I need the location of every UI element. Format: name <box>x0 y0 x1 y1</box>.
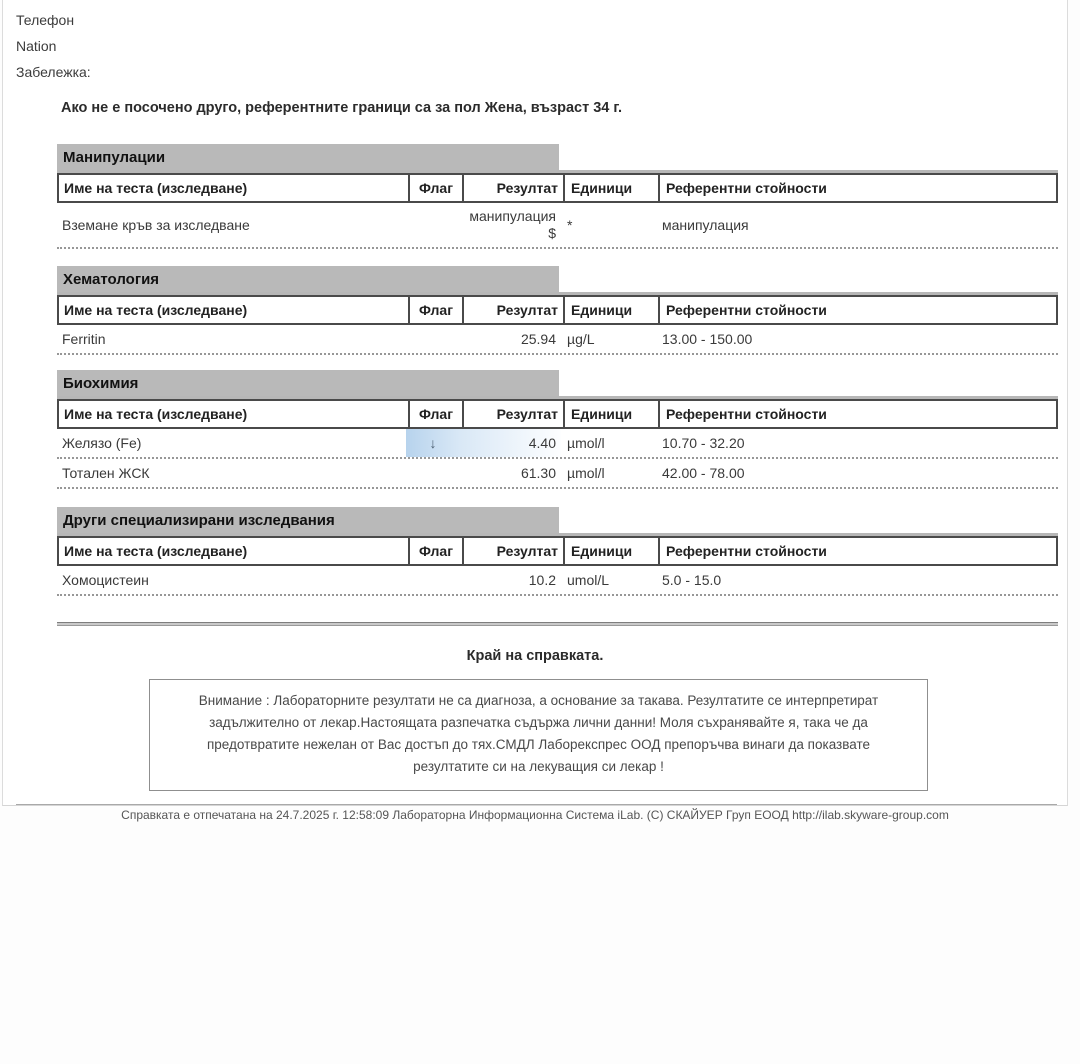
column-header-result: Резултат <box>462 175 563 201</box>
column-header-reference: Референтни стойности <box>658 401 1056 427</box>
table-header-row <box>57 536 1058 566</box>
table-header-row <box>57 173 1058 203</box>
report-end-divider <box>57 622 1058 626</box>
column-header-flag: Флаг <box>408 297 462 323</box>
column-header-units: Единици <box>563 401 658 427</box>
section-other-specialized <box>57 507 1058 596</box>
phone-label: Телефон <box>16 12 75 28</box>
table-row <box>57 325 1058 355</box>
low-flag-arrow-icon: ↓ <box>406 429 460 457</box>
test-flag <box>406 566 460 594</box>
footer-divider <box>16 804 1057 805</box>
test-result: 25.94 <box>520 331 556 347</box>
test-flag <box>406 203 460 247</box>
column-header-name: Име на теста (изследване) <box>64 180 248 196</box>
nation-label: Nation <box>16 38 57 54</box>
result-stack <box>469 208 556 242</box>
disclaimer-box: Внимание : Лабораторните резултати не са диагноза, а основание за такава. Резултатите се интерпретират задължително от лекар.Настоящата разпечатка съдържа лични данни! Моля съхранявайте я, така че да предотвратите нежелан от Вас достъп до тях.СМДЛ Лаборекспрес ООД препоръчва винаги да показвате резултатите си на лекуващия си лекар ! <box>149 679 928 791</box>
end-of-report-note: Край на справката. <box>466 648 604 664</box>
column-header-result: Резултат <box>462 401 563 427</box>
result-line-1: манипулация <box>469 208 556 224</box>
test-reference: манипулация <box>662 217 749 233</box>
test-name: Желязо (Fe) <box>62 435 142 451</box>
test-result <box>460 203 561 247</box>
test-flag <box>406 325 460 353</box>
section-title: Манипулации <box>57 144 559 172</box>
column-header-name: Име на теста (изследване) <box>64 302 248 318</box>
test-result: 61.30 <box>520 465 556 481</box>
column-header-name: Име на теста (изследване) <box>64 406 248 422</box>
table-header-row <box>57 295 1058 325</box>
column-header-units: Единици <box>563 538 658 564</box>
table-row-flagged-low <box>57 429 1058 459</box>
note-label: Забележка: <box>16 64 91 80</box>
patient-meta <box>3 0 1067 85</box>
test-name: Хомоцистеин <box>62 572 149 588</box>
column-header-result: Резултат <box>462 297 563 323</box>
column-header-flag: Флаг <box>408 175 462 201</box>
column-header-flag: Флаг <box>408 401 462 427</box>
test-name: Ferritin <box>62 331 106 347</box>
test-result: 10.2 <box>528 572 556 588</box>
column-header-units: Единици <box>563 175 658 201</box>
column-header-reference: Референтни стойности <box>658 297 1056 323</box>
report-page <box>2 0 1068 822</box>
column-header-reference: Референтни стойности <box>658 175 1056 201</box>
result-line-2: $ <box>548 225 556 241</box>
test-units: µg/L <box>567 331 595 347</box>
table-row <box>57 459 1058 489</box>
test-name: Тотален ЖСК <box>62 465 150 481</box>
test-reference: 42.00 - 78.00 <box>662 465 745 481</box>
test-result: 4.40 <box>460 429 561 457</box>
column-header-reference: Референтни стойности <box>658 538 1056 564</box>
print-footer: Справката е отпечатана на 24.7.2025 г. 12:58:09 Лабораторна Информационна Система iLab. (C) СКАЙУЕР Груп ЕООД http://ilab.skyware-group.com <box>121 808 949 822</box>
section-title: Биохимия <box>57 370 559 398</box>
table-row <box>57 566 1058 596</box>
test-flag <box>406 459 460 487</box>
test-units: * <box>567 217 573 233</box>
column-header-units: Единици <box>563 297 658 323</box>
column-header-name: Име на теста (изследване) <box>64 543 248 559</box>
section-biochemistry <box>57 370 1058 489</box>
test-units: umol/L <box>567 572 610 588</box>
section-manipulations <box>57 144 1058 249</box>
section-title: Други специализирани изследвания <box>57 507 559 535</box>
table-header-row <box>57 399 1058 429</box>
section-hematology <box>57 266 1058 355</box>
test-units: µmol/l <box>567 435 605 451</box>
test-units: µmol/l <box>567 465 605 481</box>
table-row <box>57 203 1058 249</box>
test-reference: 10.70 - 32.20 <box>662 435 745 451</box>
reference-range-note: Ако не е посочено друго, референтните граници са за пол Жена, възраст 34 г. <box>61 100 622 116</box>
column-header-flag: Флаг <box>408 538 462 564</box>
test-name: Вземане кръв за изследване <box>62 217 250 233</box>
test-reference: 5.0 - 15.0 <box>662 572 722 588</box>
test-reference: 13.00 - 150.00 <box>662 331 753 347</box>
section-title: Хематология <box>57 266 559 294</box>
column-header-result: Резултат <box>462 538 563 564</box>
